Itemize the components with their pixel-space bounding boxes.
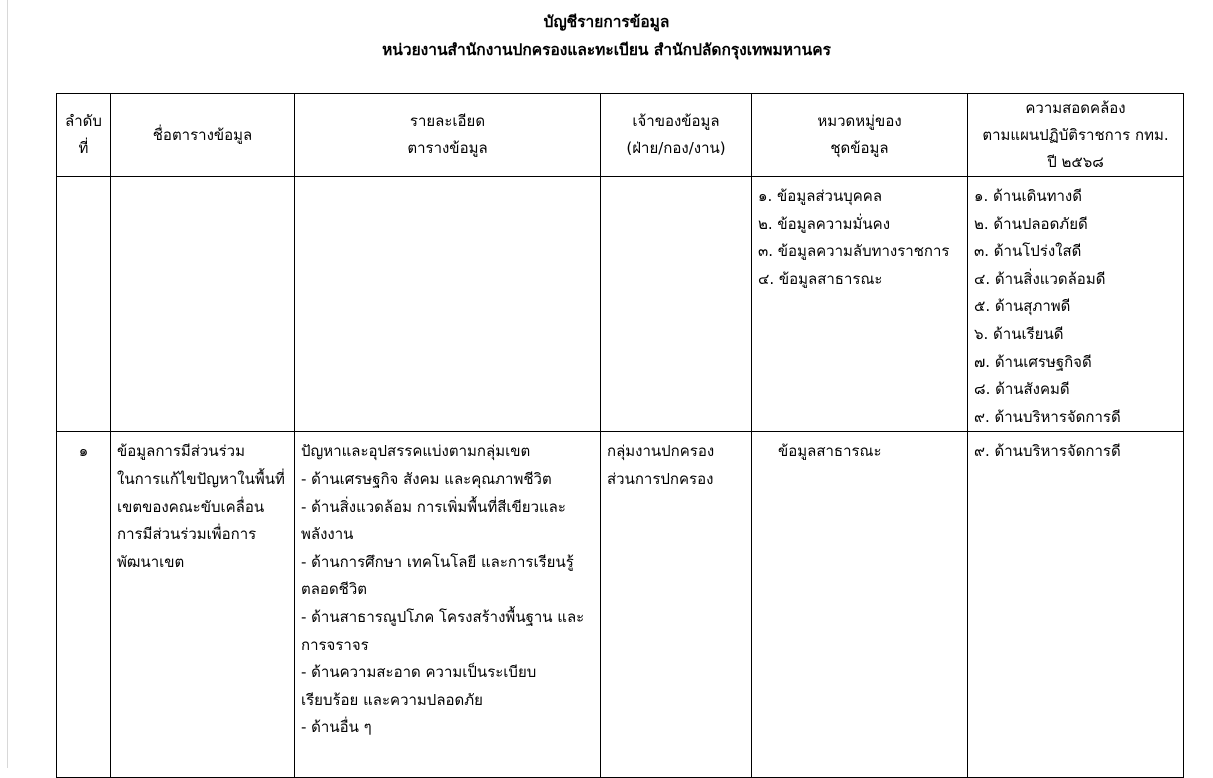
category-option: ๑. ข้อมูลส่วนบุคคล <box>758 187 883 205</box>
row-detail-line: พลังงาน <box>301 525 354 544</box>
row-number: ๑ <box>78 442 89 461</box>
row-category: ข้อมูลสาธารณะ <box>778 442 882 461</box>
row-category-cell <box>752 432 968 778</box>
header-category-line2: ชุดข้อมูล <box>830 139 889 157</box>
document-header <box>0 8 1213 64</box>
row-plan: ๙. ด้านบริหารจัดการดี <box>974 442 1121 461</box>
row-detail-line: - ด้านสิ่งแวดล้อม การเพิ่มพื้นที่สีเขียวและ <box>301 497 566 516</box>
row-name-cell <box>111 432 295 778</box>
plan-option: ๒. ด้านปลอดภัยดี <box>974 214 1088 233</box>
header-plan-line2: ตามแผนปฏิบัติราชการ กทม. <box>982 125 1169 144</box>
header-plan-line3: ปี ๒๕๖๘ <box>1047 152 1104 171</box>
row-detail-line: เรียบร้อย และความปลอดภัย <box>301 690 483 709</box>
header-table-name-line1: ชื่อตารางข้อมูล <box>152 125 253 144</box>
row-owner-cell <box>601 432 752 778</box>
header-owner-line1: เจ้าของข้อมูล <box>632 112 720 130</box>
plan-option: ๑. ด้านเดินทางดี <box>974 187 1082 205</box>
plan-option: ๙. ด้านบริหารจัดการดี <box>974 407 1121 426</box>
legend-owner-cell <box>601 177 752 432</box>
row-owner-line: กลุ่มงานปกครอง <box>607 442 715 461</box>
row-detail-line: การจราจร <box>301 635 369 654</box>
legend-details-cell <box>295 177 601 432</box>
plan-option: ๓. ด้านโปร่งใสดี <box>974 242 1082 261</box>
row-name-line: การมีส่วนร่วมเพื่อการ <box>117 525 257 544</box>
document-title: บัญชีรายการข้อมูล <box>543 13 670 31</box>
row-number-cell <box>57 432 111 778</box>
header-details-line2: ตารางข้อมูล <box>407 139 488 157</box>
legend-category-cell <box>752 177 968 432</box>
row-detail-line: - ด้านอื่น ๆ <box>301 718 372 737</box>
row-detail-line: ปัญหาและอุปสรรคแบ่งตามกลุ่มเขต <box>301 442 531 461</box>
header-details <box>295 94 601 177</box>
plan-option: ๘. ด้านสังคมดี <box>974 380 1070 399</box>
header-number-line2: ที่ <box>78 139 89 157</box>
table-row <box>57 432 1184 778</box>
header-category <box>752 94 968 177</box>
header-details-line1: รายละเอียด <box>409 112 486 130</box>
legend-row <box>57 177 1184 432</box>
row-name-line: ข้อมูลการมีส่วนร่วม <box>117 442 245 461</box>
header-table-name <box>111 94 295 177</box>
plan-option: ๖. ด้านเรียนดี <box>974 324 1064 343</box>
header-number <box>57 94 111 177</box>
row-detail-line: - ด้านความสะอาด ความเป็นระเบียบ <box>301 663 537 682</box>
row-detail-line: - ด้านการศึกษา เทคโนโลยี และการเรียนรู้ <box>301 552 574 571</box>
plan-option: ๗. ด้านเศรษฐกิจดี <box>974 352 1092 371</box>
header-plan-line1: ความสอดคล้อง <box>1025 98 1126 117</box>
row-detail-line: - ด้านเศรษฐกิจ สังคม และคุณภาพชีวิต <box>301 469 552 488</box>
header-number-line1: ลำดับ <box>65 112 102 130</box>
legend-name-cell <box>111 177 295 432</box>
row-plan-cell <box>968 432 1184 778</box>
header-owner <box>601 94 752 177</box>
row-detail-line: ตลอดชีวิต <box>301 580 368 599</box>
document-subtitle: หน่วยงานสำนักงานปกครองและทะเบียน สำนักปลัดกรุงเทพมหานคร <box>382 41 831 59</box>
legend-plan-cell <box>968 177 1184 432</box>
row-name-line: ในการแก้ไขปัญหาในพื้นที่ <box>117 469 285 488</box>
header-owner-line2: (ฝ่าย/กอง/งาน) <box>626 139 726 157</box>
row-owner-line: ส่วนการปกครอง <box>607 469 714 488</box>
category-option: ๓. ข้อมูลความลับทางราชการ <box>758 242 950 261</box>
plan-option: ๕. ด้านสุภาพดี <box>974 297 1071 316</box>
legend-number-cell <box>57 177 111 432</box>
header-plan-alignment <box>968 94 1184 177</box>
category-option: ๔. ข้อมูลสาธารณะ <box>758 269 883 288</box>
row-detail-line: - ด้านสาธารณูปโภค โครงสร้างพื้นฐาน และ <box>301 607 585 626</box>
row-name-line: พัฒนาเขต <box>117 552 185 571</box>
header-category-line1: หมวดหมู่ของ <box>817 112 902 130</box>
header-row <box>57 94 1184 177</box>
row-name-line: เขตของคณะขับเคลื่อน <box>117 497 265 516</box>
page-left-edge <box>7 0 8 768</box>
plan-option: ๔. ด้านสิ่งแวดล้อมดี <box>974 269 1106 288</box>
category-option: ๒. ข้อมูลความมั่นคง <box>758 214 891 233</box>
data-catalog-table <box>56 93 1184 778</box>
row-details-cell <box>295 432 601 778</box>
